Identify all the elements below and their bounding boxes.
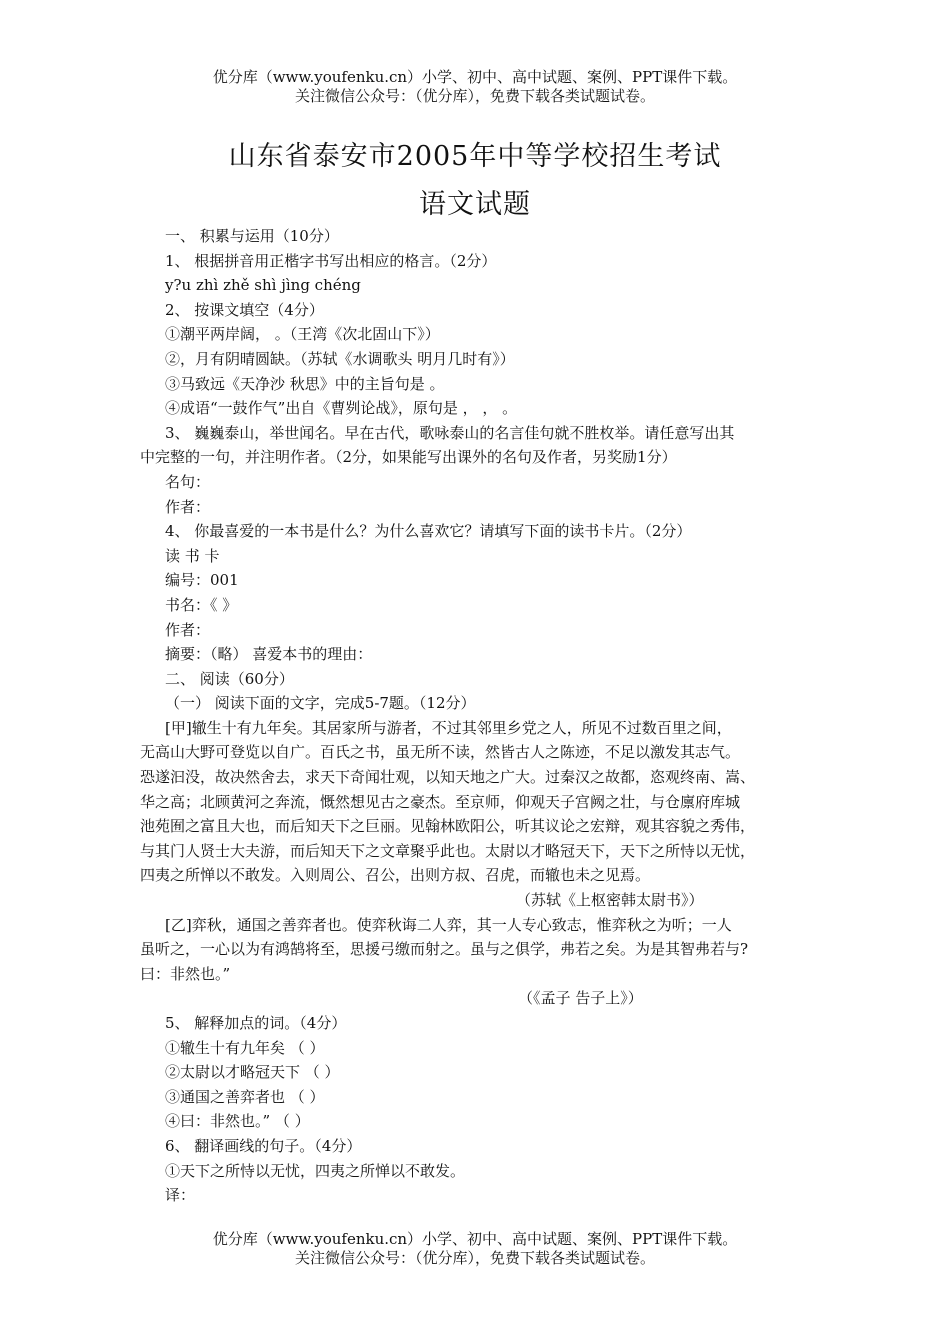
- passage-a-line: 无高山大野可登览以自广。百氏之书，虽无所不读，然皆古人之陈迹，不足以激发其志气。: [140, 743, 741, 762]
- footer-line-2: 关注微信公众号：（优分库），免费下载各类试题试卷。: [294, 1249, 655, 1267]
- fill-item-4: ④成语“一鼓作气”出自《曹刿论战》，原句是 ， ， 。: [165, 399, 518, 418]
- card-number: 编号：001: [165, 571, 239, 590]
- passage-a-line: 与其门人贤士大夫游，而后知天下之文章聚乎此也。太尉以才略冠天下，天下之所恃以无忧，: [140, 841, 756, 860]
- fill-item-2: ②，月有阴晴圆缺。（苏轼《水调歌头 明月几时有》）: [165, 349, 515, 368]
- word-item-2: ②太尉以才略冠天下 （ ）: [165, 1063, 340, 1082]
- exam-title: 山东省泰安市2005年中等学校招生考试: [228, 141, 722, 172]
- footer-line-1: 优分库（www.youfenku.cn）小学、初中、高中试题、案例、PPT课件下载。: [212, 1230, 738, 1248]
- passage-a-line: 四夷之所惮以不敢发。入则周公、召公，出则方叔、召虎，而辙也未之见焉。: [140, 866, 651, 885]
- passage-b-line: 虽听之，一心以为有鸿鹄将至，思援弓缴而射之。虽与之俱学，弗若之矣。为是其智弗若与?: [140, 940, 749, 959]
- exam-subtitle: 语文试题: [419, 189, 531, 220]
- question-5: 5、 解释加点的词。（4分）: [165, 1014, 347, 1032]
- section-heading: 二、 阅读（60分）: [165, 669, 294, 688]
- answer-label-author: 作者：: [165, 497, 211, 516]
- card-author: 作者：: [165, 620, 211, 639]
- question-3: 3、 巍巍泰山，举世闻名。早在古代，歌咏泰山的名言佳句就不胜枚举。请任意写出其: [165, 423, 735, 442]
- passage-a-line: 恐遂汩没，故决然舍去，求天下奇闻壮观，以知天地之广大。过秦汉之故都，恣观终南、嵩、: [140, 768, 756, 787]
- translate-item-1: ①天下之所恃以无忧，四夷之所惮以不敢发。: [165, 1161, 466, 1180]
- fill-item-1: ①潮平两岸阔， 。（王湾《次北固山下》）: [165, 325, 440, 344]
- passage-b-line: 曰：非然也。”: [140, 964, 231, 983]
- word-item-1: ①辙生十有九年矣 （ ）: [165, 1038, 325, 1057]
- header-line-1: 优分库（www.youfenku.cn）小学、初中、高中试题、案例、PPT课件下载。: [212, 68, 738, 86]
- passage-a-source: （苏轼《上枢密韩太尉书》）: [516, 891, 704, 910]
- reading-card-title: 读 书 卡: [165, 546, 220, 565]
- passage-b-source: （《孟子 告子上》）: [518, 989, 643, 1008]
- passage-b-line: [乙]弈秋，通国之善弈者也。使弈秋诲二人弈，其一人专心致志，惟弈秋之为听；一人: [165, 915, 732, 934]
- passage-a-line: 华之高；北顾黄河之奔流，慨然想见古之豪杰。至京师，仰观天子宫阙之壮，与仓廪府库城: [140, 792, 741, 811]
- question-1: 1、 根据拼音用正楷字书写出相应的格言。（2分）: [165, 251, 497, 270]
- header-line-2: 关注微信公众号：（优分库），免费下载各类试题试卷。: [294, 87, 655, 105]
- document-body: [140, 224, 820, 1208]
- subsection-heading: （一） 阅读下面的文字，完成5-7题。（12分）: [165, 694, 476, 713]
- pinyin-line: y?u zhì zhě shì jìng chéng: [165, 276, 361, 295]
- card-summary: 摘要：（略） 喜爱本书的理由：: [165, 645, 373, 664]
- question-6: 6、 翻译画线的句子。（4分）: [165, 1136, 362, 1155]
- fill-item-3: ③马致远《天净沙 秋思》中的主旨句是 。: [165, 374, 445, 393]
- word-item-4: ④曰：非然也。” （ ）: [165, 1112, 310, 1131]
- question-4: 4、 你最喜爱的一本书是什么？为什么喜欢它？请填写下面的读书卡片。（2分）: [165, 522, 692, 541]
- translate-label: 译：: [165, 1186, 196, 1205]
- question-3-cont: 中完整的一句，并注明作者。（2分，如果能写出课外的名句及作者，另奖励1分）: [140, 448, 677, 467]
- card-book-name: 书名：《 》: [165, 595, 238, 614]
- answer-label-quote: 名句：: [165, 472, 211, 491]
- question-2: 2、 按课文填空（4分）: [165, 300, 324, 319]
- word-item-3: ③通国之善弈者也 （ ）: [165, 1087, 325, 1106]
- passage-a-line: 池苑囿之富且大也，而后知天下之巨丽。见翰林欧阳公，听其议论之宏辩，观其容貌之秀伟，: [140, 817, 756, 836]
- section-heading: 一、 积累与运用（10分）: [165, 227, 339, 245]
- passage-a-line: [甲]辙生十有九年矣。其居家所与游者，不过其邻里乡党之人，所见不过数百里之间，: [165, 718, 732, 737]
